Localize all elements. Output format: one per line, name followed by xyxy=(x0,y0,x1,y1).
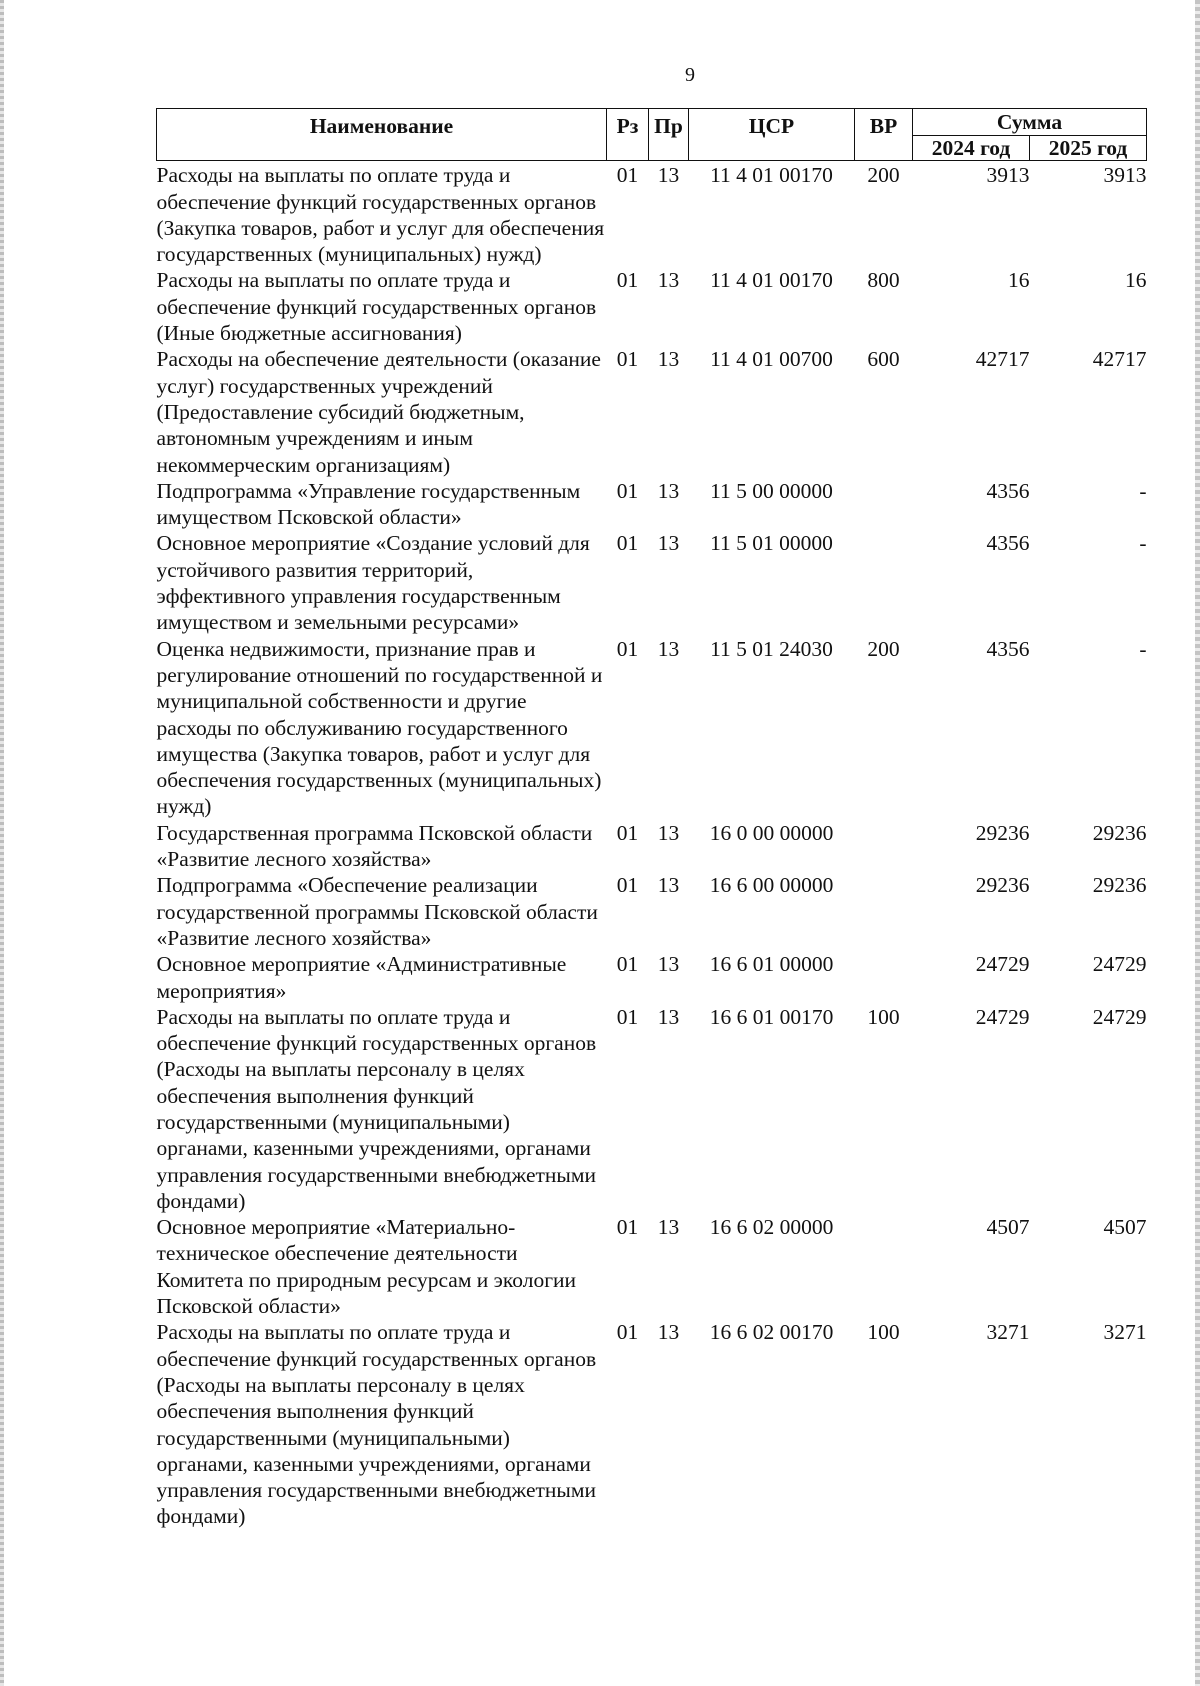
row-sum-2024: 42717 xyxy=(975,347,1030,372)
row-vr xyxy=(855,872,913,951)
row-pr: 13 xyxy=(657,1004,680,1029)
table-row xyxy=(157,346,1147,477)
scan-edge-left xyxy=(0,0,4,1686)
row-rz: 01 xyxy=(616,347,639,372)
row-name: Расходы на выплаты по оплате труда и обеспечение функций государственных органов (Расходы на выплаты персоналу в целях обеспечения выполнения функций государственными (муниципальными) органами, казенными учреждениями, органами управления государственными внебюджетными фондами) xyxy=(156,1004,597,1213)
table-row xyxy=(157,636,1147,820)
row-csr: 16 6 01 00000 xyxy=(709,952,834,977)
row-sum-2025: - xyxy=(1139,636,1147,661)
row-sum-2025: 16 xyxy=(1125,268,1147,293)
row-sum-2024: 3271 xyxy=(986,1320,1030,1345)
header-csr: ЦСР xyxy=(689,109,855,161)
row-sum-2024: 16 xyxy=(1008,268,1030,293)
table-row xyxy=(157,161,1147,268)
row-pr: 13 xyxy=(657,952,680,977)
row-vr: 200 xyxy=(867,636,900,661)
row-vr xyxy=(855,478,913,531)
row-csr: 16 6 01 00170 xyxy=(709,1004,834,1029)
row-csr: 16 0 00 00000 xyxy=(709,820,834,845)
row-sum-2025: 4507 xyxy=(1103,1215,1147,1240)
row-name: Основное мероприятие «Материально-техническое обеспечение деятельности Комитета по природным ресурсам и экологии Псковской области» xyxy=(156,1215,577,1319)
header-year-2024: 2024 год xyxy=(913,136,1030,161)
row-rz: 01 xyxy=(616,163,639,188)
row-sum-2025: - xyxy=(1139,531,1147,556)
row-sum-2025: 42717 xyxy=(1092,347,1147,372)
row-csr: 16 6 00 00000 xyxy=(709,873,834,898)
row-name: Расходы на выплаты по оплате труда и обеспечение функций государственных органов (Закупка товаров, работ и услуг для обеспечения государственных (муниципальных) нужд) xyxy=(156,163,605,267)
row-vr xyxy=(855,530,913,635)
table-row xyxy=(157,1004,1147,1214)
row-name: Расходы на выплаты по оплате труда и обеспечение функций государственных органов (Расходы на выплаты персоналу в целях обеспечения выполнения функций государственными (муниципальными) органами, казенными учреждениями, органами управления государственными внебюджетными фондами) xyxy=(156,1320,597,1529)
row-name: Подпрограмма «Обеспечение реализации государственной программы Псковской области «Развитие лесного хозяйства» xyxy=(156,873,598,950)
row-sum-2025: 29236 xyxy=(1092,873,1147,898)
row-vr: 600 xyxy=(867,347,900,372)
row-vr: 200 xyxy=(867,163,900,188)
table-row xyxy=(157,478,1147,531)
row-pr: 13 xyxy=(657,531,680,556)
row-sum-2025: 24729 xyxy=(1092,1004,1147,1029)
row-csr: 11 5 01 00000 xyxy=(710,531,833,556)
header-pr: Пр xyxy=(649,109,689,161)
row-rz: 01 xyxy=(616,1320,639,1345)
row-name: Расходы на выплаты по оплате труда и обеспечение функций государственных органов (Иные бюджетные ассигнования) xyxy=(156,268,597,346)
row-rz: 01 xyxy=(616,820,639,845)
row-rz: 01 xyxy=(616,952,639,977)
row-rz: 01 xyxy=(616,873,639,898)
header-year-2025: 2025 год xyxy=(1030,136,1147,161)
row-vr xyxy=(855,1214,913,1319)
row-pr: 13 xyxy=(657,873,680,898)
scan-edge-right xyxy=(1195,0,1200,1686)
row-sum-2024: 4356 xyxy=(986,478,1030,503)
row-name: Оценка недвижимости, признание прав и регулирование отношений по государственной и муниципальной собственности и другие расходы по обслуживанию государственного имущества (Закупка товаров, работ и услуг для обеспечения государственных (муниципальных) нужд) xyxy=(156,636,603,819)
row-csr: 11 4 01 00700 xyxy=(710,347,833,372)
row-rz: 01 xyxy=(616,268,639,293)
row-name: Подпрограмма «Управление государственным имуществом Псковской области» xyxy=(156,478,581,530)
row-sum-2024: 3913 xyxy=(986,163,1030,188)
row-vr: 100 xyxy=(867,1320,900,1345)
row-csr: 16 6 02 00000 xyxy=(709,1215,834,1240)
row-pr: 13 xyxy=(657,347,680,372)
row-sum-2025: 29236 xyxy=(1092,820,1147,845)
row-csr: 16 6 02 00170 xyxy=(709,1320,834,1345)
row-pr: 13 xyxy=(657,636,680,661)
table-row xyxy=(157,951,1147,1004)
page-number: 9 xyxy=(685,64,695,86)
table-row xyxy=(157,1319,1147,1529)
row-pr: 13 xyxy=(657,1215,680,1240)
row-csr: 11 4 01 00170 xyxy=(710,268,833,293)
row-csr: 11 5 01 24030 xyxy=(710,636,833,661)
row-name: Основное мероприятие «Административные мероприятия» xyxy=(156,952,567,1003)
row-rz: 01 xyxy=(616,1004,639,1029)
table-row xyxy=(157,872,1147,951)
header-sum: Сумма xyxy=(913,109,1147,136)
row-sum-2024: 24729 xyxy=(975,1004,1030,1029)
row-name: Расходы на обеспечение деятельности (оказание услуг) государственных учреждений (Предоставление субсидий бюджетным, автономным учреждениям и иным некоммерческим организациям) xyxy=(156,347,601,477)
header-vr: ВР xyxy=(855,109,913,161)
row-rz: 01 xyxy=(616,478,639,503)
row-rz: 01 xyxy=(616,1215,639,1240)
row-pr: 13 xyxy=(657,1320,680,1345)
row-vr: 800 xyxy=(867,268,900,293)
row-rz: 01 xyxy=(616,636,639,661)
row-sum-2025: 3913 xyxy=(1103,163,1147,188)
header-rz: Рз xyxy=(607,109,649,161)
row-vr: 100 xyxy=(867,1004,900,1029)
row-vr xyxy=(855,820,913,873)
row-sum-2025: 3271 xyxy=(1103,1320,1147,1345)
row-sum-2025: 24729 xyxy=(1092,952,1147,977)
table-row xyxy=(157,267,1147,346)
row-pr: 13 xyxy=(657,820,680,845)
header-name: Наименование xyxy=(157,109,607,161)
row-sum-2024: 29236 xyxy=(975,820,1030,845)
table-row xyxy=(157,530,1147,635)
row-csr: 11 5 00 00000 xyxy=(710,478,833,503)
row-sum-2024: 29236 xyxy=(975,873,1030,898)
row-rz: 01 xyxy=(616,531,639,556)
table-row xyxy=(157,1214,1147,1319)
row-name: Основное мероприятие «Создание условий для устойчивого развития территорий, эффективного управления государственным имуществом и земельными ресурсами» xyxy=(156,531,590,635)
row-vr xyxy=(855,951,913,1004)
row-pr: 13 xyxy=(657,478,680,503)
row-sum-2024: 24729 xyxy=(975,952,1030,977)
row-sum-2025: - xyxy=(1139,478,1147,503)
row-pr: 13 xyxy=(657,268,680,293)
row-pr: 13 xyxy=(657,163,680,188)
table-row xyxy=(157,820,1147,873)
row-csr: 11 4 01 00170 xyxy=(710,163,833,188)
row-sum-2024: 4356 xyxy=(986,531,1030,556)
row-sum-2024: 4356 xyxy=(986,636,1030,661)
row-name: Государственная программа Псковской области «Развитие лесного хозяйства» xyxy=(156,820,593,872)
row-sum-2024: 4507 xyxy=(986,1215,1030,1240)
budget-table xyxy=(156,108,1147,1530)
